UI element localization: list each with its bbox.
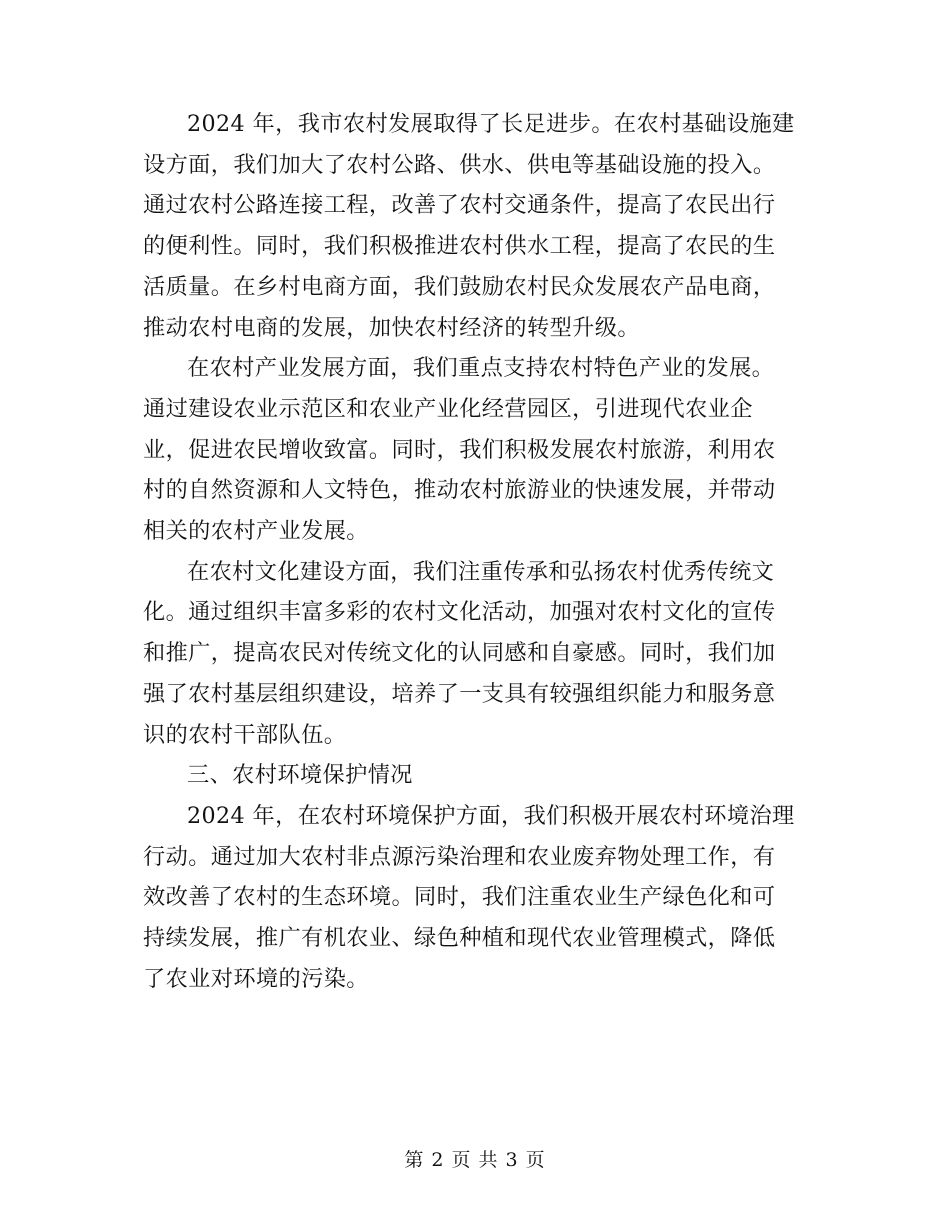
paragraph-line: 村的自然资源和人文特色，推动农村旅游业的快速发展，并带动 <box>143 477 776 504</box>
paragraph-line: 识的农村干部队伍。 <box>143 721 347 748</box>
paragraph-3 <box>143 552 803 756</box>
paragraph-line: 化。通过组织丰富多彩的农村文化活动，加强对农村文化的宣传 <box>143 599 776 626</box>
paragraph-line: 效改善了农村的生态环境。同时，我们注重农业生产绿色化和可 <box>143 884 776 911</box>
page-number-footer: 第 2 页 共 3 页 <box>404 1149 546 1171</box>
paragraph-line: 在农村文化建设方面，我们注重传承和弘扬农村优秀传统文 <box>187 558 775 585</box>
paragraph-2 <box>143 348 803 552</box>
paragraph-line: 活质量。在乡村电商方面，我们鼓励农村民众发展农产品电商， <box>143 273 776 300</box>
paragraph-line: 通过建设农业示范区和农业产业化经营园区，引进现代农业企 <box>143 395 753 422</box>
paragraph-line: 2024 年，在农村环境保护方面，我们积极开展农村环境治理 <box>187 802 795 829</box>
paragraph-line: 行动。通过加大农村非点源污染治理和农业废弃物处理工作，有 <box>143 843 776 870</box>
paragraph-line: 2024 年，我市农村发展取得了长足进步。在农村基础设施建 <box>187 111 795 137</box>
paragraph-line: 的便利性。同时，我们积极推进农村供水工程，提高了农民的生 <box>143 233 776 260</box>
paragraph-line: 持续发展，推广有机农业、绿色种植和现代农业管理模式，降低 <box>143 925 776 952</box>
paragraph-line: 在农村产业发展方面，我们重点支持农村特色产业的发展。 <box>187 355 775 382</box>
paragraph-line: 相关的农村产业发展。 <box>143 518 369 545</box>
paragraph-line: 通过农村公路连接工程，改善了农村交通条件，提高了农民出行 <box>143 192 776 219</box>
paragraph-line: 了农业对环境的污染。 <box>143 965 369 992</box>
paragraph-line: 业，促进农民增收致富。同时，我们积极发展农村旅游，利用农 <box>143 436 776 463</box>
section-heading: 三、农村环境保护情况 <box>187 762 413 789</box>
paragraph-line: 推动农村电商的发展，加快农村经济的转型升级。 <box>143 314 640 341</box>
paragraph-4 <box>143 796 803 1000</box>
document-body <box>143 104 803 999</box>
paragraph-line: 和推广，提高农民对传统文化的认同感和自豪感。同时，我们加 <box>143 640 776 667</box>
paragraph-line: 设方面，我们加大了农村公路、供水、供电等基础设施的投入。 <box>143 151 776 178</box>
paragraph-line: 强了农村基层组织建设，培养了一支具有较强组织能力和服务意 <box>143 680 776 707</box>
paragraph-1 <box>143 104 803 348</box>
